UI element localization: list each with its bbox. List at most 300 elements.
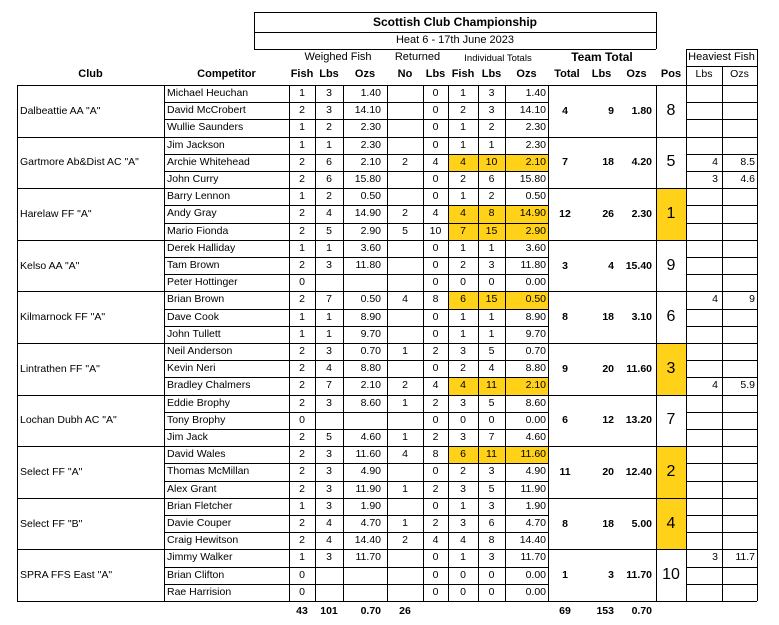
team-ozs: 1.80 (631, 104, 652, 117)
grid-line (164, 463, 548, 464)
competitor-name: Derek Halliday (167, 241, 236, 254)
cell-ind-ozs: 4.60 (525, 431, 546, 443)
cell-fish: 1 (299, 310, 305, 323)
cell-ret-lbs: 0 (432, 87, 439, 99)
team-ozs-column-header: Ozs (626, 68, 647, 80)
cell-ind-lbs: 5 (488, 396, 495, 409)
cell-lbs: 3 (326, 551, 332, 564)
cell-ozs: 4.60 (360, 431, 381, 443)
cell-ind-fish: 3 (460, 345, 466, 357)
cell-ind-ozs: 0.50 (525, 293, 546, 306)
team-ozs: 15.40 (625, 259, 652, 272)
team-total-column-header: Total (554, 68, 580, 80)
grid-line (387, 85, 388, 601)
grand-total-team-ozs: 0.70 (631, 605, 652, 617)
cell-ret-lbs: 2 (432, 431, 439, 443)
grid-line (164, 223, 548, 224)
grid-line (164, 584, 548, 585)
cell-lbs: 3 (326, 104, 332, 117)
cell-ret-lbs: 0 (432, 104, 439, 117)
competitor-name: Dave Cook (167, 310, 219, 323)
competitor-name: John Tullett (167, 327, 221, 340)
grid-line (343, 85, 344, 601)
individual-ozs-column-header: Ozs (516, 68, 537, 80)
competitor-name: Tam Brown (167, 259, 220, 271)
cell-ind-lbs: 8 (488, 207, 495, 220)
cell-ind-fish: 0 (460, 413, 466, 426)
cell-ind-fish: 1 (460, 499, 466, 512)
grid-line (164, 532, 548, 533)
cell-ind-lbs: 10 (485, 155, 498, 168)
grid-line (478, 85, 479, 601)
grid-line (17, 240, 686, 241)
cell-ind-lbs: 3 (488, 104, 495, 117)
team-ozs: 3.10 (631, 311, 652, 324)
team-position: 8 (666, 101, 676, 119)
grid-line (164, 412, 548, 413)
cell-lbs: 6 (326, 155, 332, 168)
cell-ozs: 11.80 (355, 259, 381, 271)
cell-lbs: 3 (326, 87, 332, 99)
team-position: 6 (666, 308, 676, 326)
team-total: 6 (562, 414, 568, 427)
cell-fish: 2 (299, 362, 305, 375)
cell-ind-lbs: 6 (488, 173, 495, 185)
cell-ret-lbs: 4 (432, 379, 439, 392)
cell-ind-fish: 6 (460, 293, 466, 306)
page-title: Scottish Club Championship (373, 15, 537, 29)
competitor-name: Andy Gray (167, 207, 217, 220)
cell-fish: 1 (299, 241, 305, 254)
grid-line (17, 291, 686, 292)
competitor-name: John Curry (167, 173, 219, 185)
cell-ind-ozs: 4.90 (525, 465, 546, 478)
cell-ind-ozs: 2.30 (525, 121, 546, 134)
cell-ind-fish: 4 (460, 379, 466, 392)
cell-lbs: 4 (326, 534, 332, 547)
grid-line (164, 102, 548, 103)
club-name: Dalbeattie AA "A" (20, 104, 101, 117)
cell-ret-lbs: 0 (432, 568, 439, 581)
cell-ind-fish: 1 (460, 138, 466, 151)
cell-fish: 2 (299, 173, 305, 185)
competitor-name: Peter Hottinger (167, 276, 238, 289)
cell-ret-lbs: 2 (432, 345, 439, 357)
team-lbs-column-header: Lbs (591, 68, 612, 80)
cell-hf-lbs: 3 (712, 551, 718, 564)
cell-ind-lbs: 1 (488, 138, 495, 151)
cell-ind-lbs: 8 (488, 534, 495, 547)
cell-lbs: 3 (326, 448, 332, 461)
grid-line (17, 137, 686, 138)
cell-ind-ozs: 0.00 (525, 276, 546, 289)
grid-line (254, 12, 656, 13)
team-lbs: 20 (602, 466, 614, 478)
grid-line (17, 343, 686, 344)
cell-ind-ozs: 14.90 (519, 207, 546, 220)
cell-ind-lbs: 6 (488, 517, 495, 529)
grid-line (17, 188, 686, 189)
cell-ind-lbs: 3 (488, 87, 495, 99)
cell-ret-lbs: 0 (432, 138, 439, 151)
team-lbs: 26 (602, 208, 614, 220)
team-total: 4 (562, 104, 568, 117)
competitor-name: Bradley Chalmers (167, 379, 251, 392)
cell-ind-lbs: 15 (485, 224, 498, 237)
cell-fish: 0 (299, 568, 305, 581)
cell-fish: 2 (299, 482, 305, 495)
grid-line (254, 32, 656, 33)
grid-line (17, 446, 686, 447)
cell-lbs: 6 (326, 173, 332, 185)
cell-ind-ozs: 15.80 (519, 173, 546, 185)
cell-ret-lbs: 0 (432, 241, 439, 254)
cell-ind-lbs: 3 (488, 465, 495, 478)
cell-ind-ozs: 1.40 (525, 87, 546, 99)
heaviest-fish-header: Heaviest Fish (688, 51, 755, 63)
team-lbs: 9 (608, 104, 614, 117)
cell-ret-no: 1 (402, 517, 408, 529)
cell-fish: 2 (299, 465, 305, 478)
returned-lbs-column-header: Lbs (425, 68, 446, 80)
cell-ozs: 8.60 (360, 396, 381, 409)
cell-fish: 2 (299, 293, 305, 306)
grid-line (164, 360, 548, 361)
individual-lbs-column-header: Lbs (481, 68, 502, 80)
cell-lbs: 3 (326, 259, 332, 271)
cell-ind-ozs: 11.80 (520, 259, 546, 271)
cell-ret-no: 5 (402, 224, 408, 237)
grid-line (164, 326, 548, 327)
cell-ind-lbs: 4 (488, 362, 495, 375)
cell-ozs: 11.70 (355, 551, 381, 564)
grand-total-lbs: 101 (320, 605, 338, 617)
cell-ind-ozs: 2.90 (525, 224, 546, 237)
cell-ind-fish: 2 (460, 362, 466, 375)
cell-ind-lbs: 3 (488, 551, 495, 564)
cell-ret-no: 2 (402, 207, 408, 220)
grid-line (17, 549, 686, 550)
club-name: Kelso AA "A" (20, 259, 80, 272)
cell-ret-lbs: 0 (432, 173, 439, 185)
cell-ozs: 14.10 (354, 104, 381, 117)
cell-fish: 2 (299, 431, 305, 443)
competitor-name: Archie Whitehead (167, 155, 250, 168)
cell-ozs: 2.30 (360, 138, 381, 151)
competitor-name: Thomas McMillan (167, 465, 250, 478)
club-name: Gartmore Ab&Dist AC "A" (20, 156, 139, 169)
grid-line (686, 601, 757, 602)
cell-fish: 2 (299, 259, 305, 271)
cell-fish: 1 (299, 190, 305, 203)
grid-line (164, 119, 548, 120)
competitor-name: Alex Grant (167, 482, 217, 495)
competitor-name: Kevin Neri (167, 362, 216, 375)
competitor-name: Jimmy Walker (167, 551, 233, 564)
grid-line (17, 85, 686, 86)
team-position: 3 (666, 359, 676, 377)
cell-ret-lbs: 0 (432, 585, 439, 598)
cell-ind-fish: 1 (460, 327, 466, 340)
grid-line (164, 567, 548, 568)
cell-ozs: 1.90 (360, 499, 381, 512)
cell-ret-lbs: 4 (432, 155, 439, 168)
cell-fish: 1 (299, 121, 305, 134)
cell-lbs: 3 (326, 482, 332, 495)
cell-lbs: 1 (326, 327, 332, 340)
cell-ind-fish: 3 (460, 517, 466, 529)
cell-fish: 2 (299, 345, 305, 357)
grid-line (164, 429, 548, 430)
team-total: 3 (562, 259, 568, 272)
cell-ret-lbs: 0 (432, 310, 439, 323)
cell-ind-fish: 4 (460, 207, 466, 220)
cell-lbs: 1 (326, 310, 332, 323)
cell-ind-lbs: 5 (488, 345, 495, 357)
team-total: 12 (559, 208, 571, 220)
team-lbs: 3 (608, 569, 614, 582)
competitor-name: Tony Brophy (167, 413, 226, 426)
cell-ret-lbs: 0 (432, 327, 439, 340)
competitor-name: David Wales (167, 448, 226, 461)
cell-ind-lbs: 0 (488, 413, 495, 426)
cell-hf-ozs: 11.7 (735, 551, 755, 564)
grid-line (164, 85, 165, 601)
cell-ind-fish: 2 (460, 173, 466, 185)
cell-ret-no: 1 (402, 345, 408, 357)
team-position: 5 (666, 153, 676, 171)
grid-line (164, 481, 548, 482)
competitor-name: Brian Clifton (167, 568, 225, 581)
competitor-name: David McCrobert (167, 104, 246, 117)
grid-line (164, 257, 548, 258)
cell-lbs: 7 (326, 293, 332, 306)
cell-ret-lbs: 0 (432, 259, 439, 271)
cell-lbs: 2 (326, 190, 332, 203)
competitor-name: Davie Couper (167, 517, 232, 529)
cell-fish: 2 (299, 104, 305, 117)
cell-ozs: 0.50 (360, 293, 381, 306)
cell-ind-ozs: 8.80 (525, 362, 546, 375)
grid-line (164, 515, 548, 516)
cell-hf-ozs: 4.6 (740, 173, 755, 185)
cell-ind-fish: 1 (460, 121, 466, 134)
cell-ret-no: 1 (402, 482, 408, 495)
cell-ret-lbs: 2 (432, 517, 439, 529)
grand-total-team-lbs: 153 (596, 605, 614, 617)
cell-ozs: 14.40 (354, 534, 381, 547)
club-name: SPRA FFS East "A" (20, 569, 113, 582)
cell-lbs: 4 (326, 362, 332, 375)
team-lbs: 18 (602, 156, 614, 169)
cell-lbs: 4 (326, 207, 332, 220)
cell-fish: 2 (299, 207, 305, 220)
fish-column-header: Fish (290, 68, 314, 80)
cell-ind-ozs: 9.70 (525, 327, 546, 340)
heaviest-ozs-column-header: Ozs (730, 68, 749, 80)
grid-line (423, 85, 424, 601)
cell-fish: 0 (299, 413, 305, 426)
cell-ret-lbs: 0 (432, 121, 439, 134)
cell-ret-lbs: 2 (432, 396, 439, 409)
cell-ind-lbs: 1 (488, 310, 495, 323)
team-ozs: 13.20 (625, 414, 652, 427)
team-position: 10 (662, 566, 680, 584)
cell-ozs: 11.90 (355, 482, 381, 495)
cell-lbs: 3 (326, 345, 332, 357)
team-position: 2 (666, 463, 676, 480)
cell-fish: 2 (299, 379, 305, 392)
cell-ind-lbs: 3 (488, 259, 495, 271)
grid-line (656, 85, 657, 601)
cell-fish: 2 (299, 448, 305, 461)
cell-fish: 1 (299, 551, 305, 564)
cell-ind-lbs: 2 (488, 190, 495, 203)
team-total: 8 (562, 517, 568, 530)
team-position: 9 (666, 256, 676, 274)
grid-line (17, 85, 18, 601)
grid-line (164, 274, 548, 275)
team-lbs: 18 (602, 517, 614, 530)
cell-ind-fish: 3 (460, 396, 466, 409)
team-total: 8 (562, 311, 568, 324)
cell-fish: 2 (299, 396, 305, 409)
cell-ozs: 11.60 (355, 448, 381, 461)
cell-ozs: 2.90 (360, 224, 381, 237)
cell-ret-no: 1 (402, 431, 408, 443)
club-name: Lintrathen FF "A" (20, 362, 100, 375)
individual-totals-header: Individual Totals (464, 53, 532, 64)
team-ozs: 11.70 (626, 569, 652, 582)
cell-ind-fish: 2 (460, 259, 466, 271)
cell-fish: 2 (299, 517, 305, 529)
cell-ind-ozs: 11.90 (520, 482, 546, 495)
cell-lbs: 1 (326, 138, 332, 151)
grid-line (505, 85, 506, 601)
cell-lbs: 4 (326, 517, 332, 529)
cell-ind-fish: 3 (460, 482, 466, 495)
grand-total-team-total: 69 (559, 605, 571, 617)
team-position: 7 (666, 411, 676, 429)
cell-ret-lbs: 0 (432, 190, 439, 203)
grand-total-ret-no: 26 (399, 605, 411, 617)
cell-ind-ozs: 8.90 (525, 310, 546, 323)
cell-ind-ozs: 2.10 (525, 155, 546, 168)
grid-line (686, 49, 687, 601)
cell-ind-ozs: 0.00 (525, 413, 546, 426)
competitor-name: Wullie Saunders (167, 121, 244, 134)
cell-ind-lbs: 11 (486, 448, 497, 461)
cell-lbs: 2 (326, 121, 332, 134)
lbs-column-header: Lbs (319, 68, 339, 80)
grid-line (164, 154, 548, 155)
team-ozs: 12.40 (625, 466, 652, 478)
grid-line (656, 12, 657, 49)
cell-fish: 1 (299, 138, 305, 151)
cell-ret-lbs: 2 (432, 482, 439, 495)
cell-ret-lbs: 4 (432, 534, 439, 547)
club-name: Harelaw FF "A" (20, 208, 92, 220)
cell-ret-lbs: 0 (432, 499, 439, 512)
competitor-column-header: Competitor (197, 68, 256, 80)
club-name: Select FF "A" (20, 466, 83, 478)
cell-ind-ozs: 0.00 (525, 568, 546, 581)
cell-lbs: 7 (326, 379, 332, 392)
cell-ret-lbs: 8 (432, 293, 439, 306)
cell-ind-ozs: 14.40 (519, 534, 546, 547)
cell-fish: 2 (299, 534, 305, 547)
team-position: 4 (666, 514, 676, 532)
team-ozs: 5.00 (631, 517, 652, 530)
competitor-name: Barry Lennon (167, 190, 231, 203)
competitor-name: Eddie Brophy (167, 396, 231, 409)
cell-ozs: 0.50 (360, 190, 381, 203)
cell-ind-lbs: 3 (488, 499, 495, 512)
cell-ind-ozs: 2.30 (525, 138, 546, 151)
cell-ind-lbs: 1 (488, 327, 495, 340)
competitor-name: Rae Harrision (167, 585, 232, 598)
competitor-name: Craig Hewitson (167, 534, 239, 547)
cell-ind-fish: 2 (460, 465, 466, 478)
grid-line (289, 85, 290, 601)
cell-ind-ozs: 11.60 (520, 448, 546, 461)
cell-ozs: 8.80 (360, 362, 381, 375)
team-total: 1 (562, 569, 568, 582)
cell-hf-lbs: 4 (712, 155, 718, 168)
cell-ret-no: 2 (402, 379, 408, 392)
cell-ind-lbs: 7 (488, 431, 495, 443)
competitor-name: Brian Brown (167, 293, 225, 306)
cell-ind-fish: 7 (460, 224, 466, 237)
cell-ozs: 2.30 (360, 121, 381, 134)
cell-ind-ozs: 8.60 (525, 396, 546, 409)
cell-hf-lbs: 4 (712, 293, 718, 306)
cell-fish: 2 (299, 155, 305, 168)
team-lbs: 20 (602, 362, 614, 375)
cell-ind-ozs: 0.70 (525, 345, 546, 357)
returned-header: Returned (394, 51, 441, 63)
grid-line (315, 85, 316, 601)
cell-ind-ozs: 0.50 (525, 190, 546, 203)
cell-ind-fish: 4 (460, 155, 466, 168)
team-ozs: 2.30 (631, 208, 652, 220)
team-total-header: Team Total (571, 50, 633, 64)
cell-ret-no: 2 (402, 155, 408, 168)
grid-line (164, 171, 548, 172)
cell-fish: 0 (299, 276, 305, 289)
cell-lbs: 3 (326, 465, 332, 478)
team-lbs: 12 (602, 414, 614, 427)
team-lbs: 4 (608, 259, 614, 272)
cell-ind-fish: 4 (460, 534, 466, 547)
cell-ret-no: 1 (402, 396, 408, 409)
competitor-name: Jim Jackson (167, 138, 225, 151)
club-name: Select FF "B" (20, 517, 83, 530)
club-name: Kilmarnock FF "A" (20, 311, 106, 324)
cell-ind-lbs: 5 (488, 482, 495, 495)
cell-ind-ozs: 3.60 (525, 241, 546, 254)
cell-ind-lbs: 11 (486, 379, 497, 392)
cell-ind-lbs: 0 (488, 568, 495, 581)
cell-ind-fish: 2 (460, 104, 466, 117)
competitor-name: Jim Jack (167, 431, 208, 443)
cell-hf-ozs: 5.9 (740, 379, 755, 392)
team-total: 7 (562, 156, 568, 169)
cell-ozs: 15.80 (354, 173, 381, 185)
heaviest-lbs-column-header: Lbs (695, 68, 713, 80)
cell-fish: 1 (299, 499, 305, 512)
cell-ozs: 9.70 (360, 327, 381, 340)
